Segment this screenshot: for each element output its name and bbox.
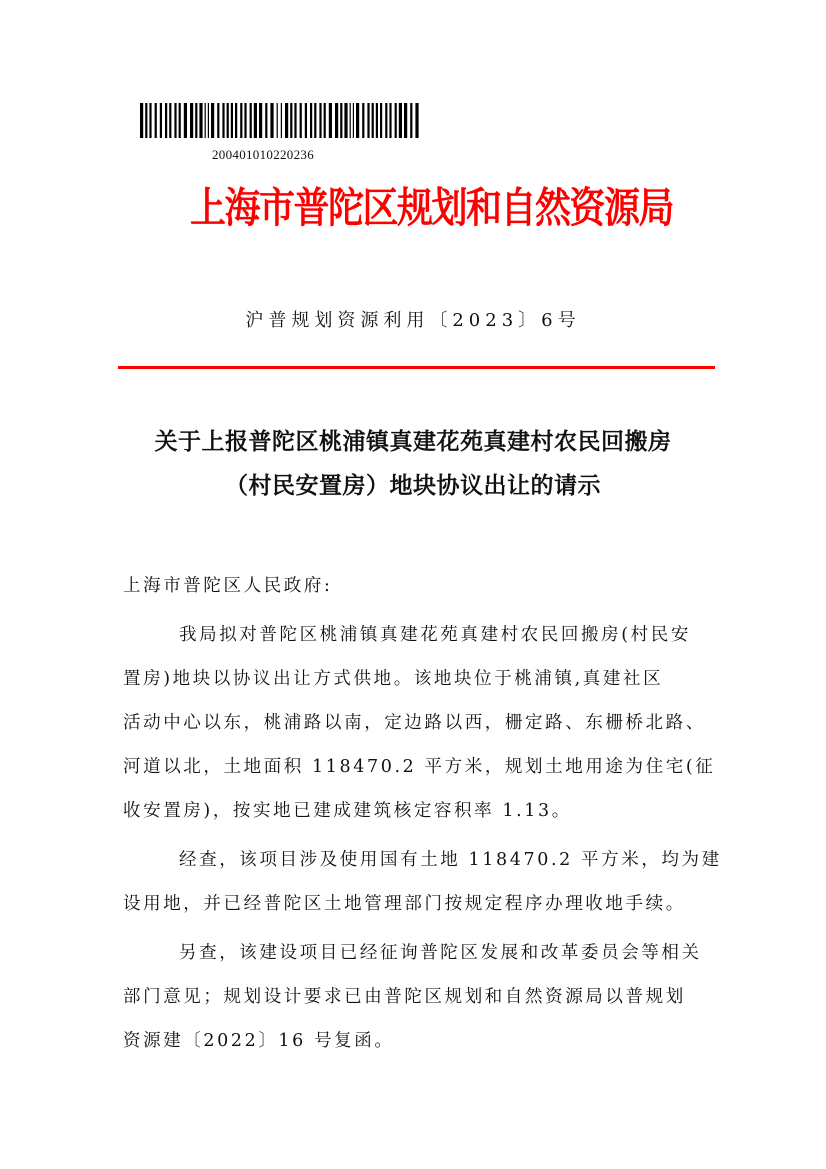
paragraph-line: 经查，该项目涉及使用国有土地 118470.2 平方米，均为建 — [179, 850, 722, 870]
paragraph-line: 河道以北，土地面积 118470.2 平方米，规划土地用途为住宅(征 — [123, 757, 716, 777]
barcode-bar — [222, 103, 224, 138]
barcode-bar — [399, 103, 402, 138]
barcode-bar — [227, 103, 229, 138]
barcode-bar — [231, 103, 233, 138]
barcode-bar — [254, 103, 257, 138]
barcode-bar — [270, 103, 273, 138]
paragraph-line: 设用地，并已经普陀区土地管理部门按规定程序办理收地手续。 — [123, 894, 686, 914]
barcode-bar — [160, 103, 162, 138]
salutation: 上海市普陀区人民政府: — [123, 576, 333, 596]
barcode-bar — [376, 103, 378, 138]
paragraph-line: 部门意见；规划设计要求已由普陀区规划和自然资源局以普规划 — [123, 987, 686, 1007]
barcode-bar — [155, 103, 157, 138]
barcode-bar — [310, 103, 312, 138]
barcode-bar — [140, 103, 143, 138]
barcode-bar — [184, 103, 187, 138]
paragraph-line: 我局拟对普陀区桃浦镇真建花苑真建村农民回搬房(村民安 — [179, 625, 691, 645]
barcode-bar — [190, 103, 193, 138]
paragraph-3 — [123, 939, 723, 1071]
barcode-bar — [367, 103, 369, 138]
barcode-bar — [265, 103, 267, 138]
barcode-bar — [319, 103, 321, 138]
barcode-bar — [300, 103, 302, 138]
barcode-bar — [208, 103, 209, 138]
barcode-bar — [294, 103, 296, 138]
barcode-bar — [362, 103, 364, 138]
barcode-bar — [385, 103, 387, 138]
barcode-bar — [277, 103, 278, 138]
barcode-bar — [329, 103, 332, 138]
document-body — [123, 572, 723, 1071]
barcode-bar — [389, 103, 391, 138]
paragraph-line: 资源建〔2022〕16 号复函。 — [123, 1031, 395, 1051]
barcode-bar — [205, 103, 206, 138]
barcode-bar — [305, 103, 307, 138]
barcode-bar — [350, 103, 351, 138]
barcode-bar — [244, 103, 246, 138]
paragraph-line: 活动中心以东，桃浦路以南，定边路以西，栅定路、东栅桥北路、 — [123, 713, 706, 733]
barcode-bar — [290, 103, 292, 138]
document-title-line1: 关于上报普陀区桃浦镇真建花苑真建村农民回搬房 — [154, 429, 672, 455]
barcode-bar — [285, 103, 288, 138]
barcode-bar — [174, 103, 176, 138]
barcode-bar — [169, 103, 171, 138]
barcode-bar — [149, 103, 151, 138]
barcode-bar — [240, 103, 242, 138]
barcode-bar — [344, 103, 347, 138]
barcode-bar — [356, 103, 359, 138]
barcode-bar — [410, 103, 412, 138]
barcode-number: 200401010220236 — [212, 147, 314, 162]
barcode-bar — [380, 103, 382, 138]
barcode-bar — [340, 103, 342, 138]
paragraph-2 — [123, 846, 723, 934]
barcode-bar — [199, 103, 202, 138]
barcode-bar — [259, 103, 262, 138]
barcode-bar — [179, 103, 181, 138]
barcode-bar — [395, 103, 397, 138]
paragraph-line: 置房)地块以协议出让方式供地。该地块位于桃浦镇,真建社区 — [123, 669, 664, 689]
document-number: 沪普规划资源利用〔2023〕6号 — [245, 310, 581, 331]
barcode — [140, 103, 422, 138]
paragraph-line: 收安置房)，按实地已建成建筑核定容积率 1.13。 — [123, 801, 572, 821]
barcode-bar — [145, 103, 147, 138]
barcode-bar — [235, 103, 237, 138]
paragraph-1 — [123, 621, 723, 841]
barcode-bar — [415, 103, 418, 138]
barcode-bar — [211, 103, 214, 138]
barcode-bar — [195, 103, 197, 138]
document-title-line2: （村民安置房）地块协议出让的请示 — [225, 473, 601, 499]
red-divider — [118, 366, 715, 369]
barcode-bar — [335, 103, 338, 138]
barcode-bar — [165, 103, 167, 138]
barcode-bar — [250, 103, 252, 138]
barcode-bar — [217, 103, 219, 138]
barcode-bar — [281, 103, 282, 138]
barcode-bar — [314, 103, 316, 138]
barcode-bar — [324, 103, 326, 138]
barcode-bar — [404, 103, 407, 138]
barcode-bar — [372, 103, 374, 138]
barcode-bar — [353, 103, 354, 138]
issuing-organization: 上海市普陀区规划和自然资源局 — [190, 185, 674, 232]
paragraph-line: 另查，该建设项目已经征询普陀区发展和改革委员会等相关 — [179, 943, 702, 963]
